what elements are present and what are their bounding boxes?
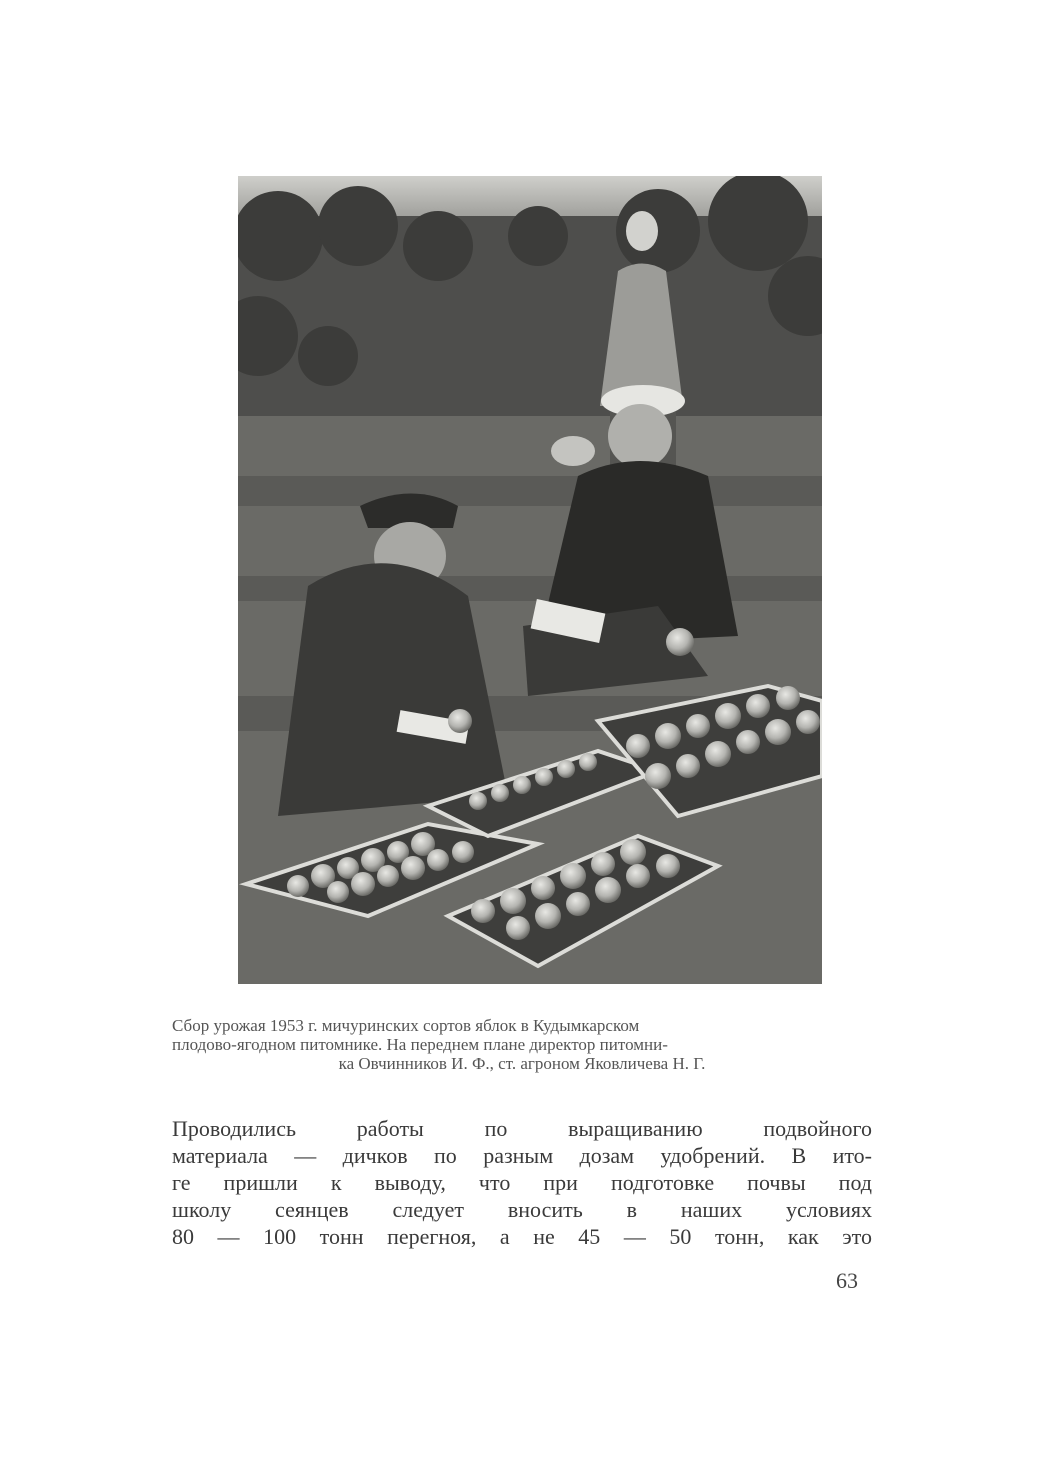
body-line: школу сеянцев следует вносить в наших условиях <box>172 1197 872 1222</box>
body-line: Проводились работы по выращиванию подвойного <box>172 1116 872 1141</box>
body-line: ге пришли к выводу, что при подготовке почвы под <box>172 1170 872 1195</box>
caption-line: Сбор урожая 1953 г. мичуринских сортов яблок в Кудымкарском <box>172 1016 640 1035</box>
body-line: 80 — 100 тонн перегноя, а не 45 — 50 тонн, как это <box>172 1224 872 1249</box>
figure-caption <box>172 1016 872 1073</box>
harvest-photo <box>238 176 822 984</box>
page-number: 63 <box>836 1268 858 1293</box>
body-line: материала — дичков по разным дозам удобрений. В ито- <box>172 1143 872 1168</box>
caption-line: ка Овчинников И. Ф., ст. агроном Яковличева Н. Г. <box>338 1054 706 1073</box>
caption-line: плодово-ягодном питомнике. На переднем плане директор питомни- <box>172 1035 668 1054</box>
harvest-photo-illustration <box>238 176 822 984</box>
body-paragraph <box>172 1115 872 1250</box>
